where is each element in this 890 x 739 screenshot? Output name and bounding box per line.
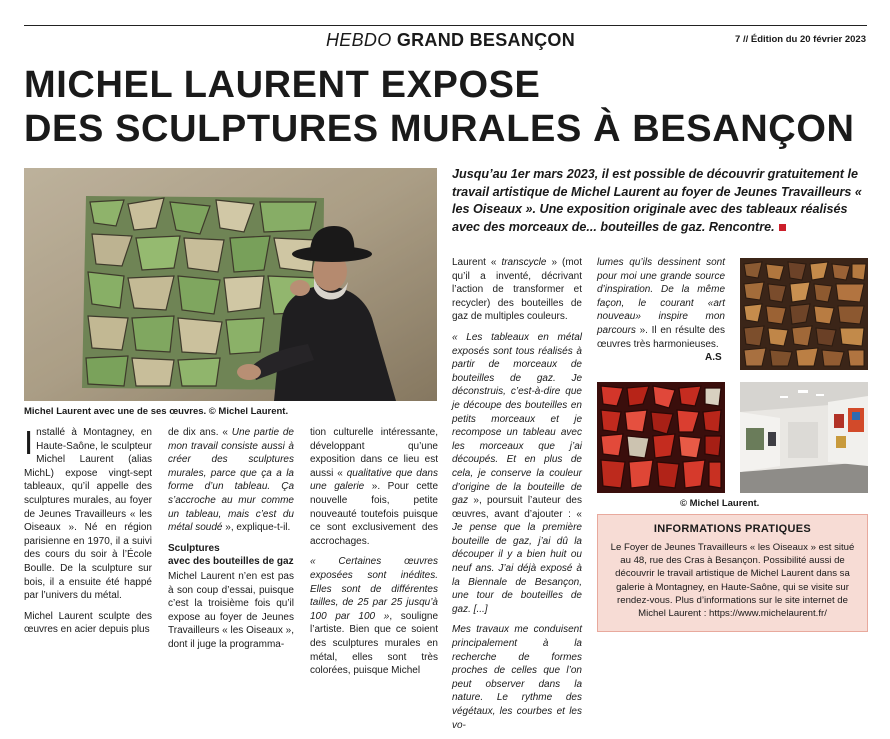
masthead-prefix: HEBDO <box>326 30 392 50</box>
headline-line-2: DES SCULPTURES MURALES À BESANÇON <box>24 108 855 150</box>
column-2-paragraph-1 <box>168 426 294 535</box>
subheading-line-2: avec des bouteilles de gaz <box>168 556 294 568</box>
column-3-text-end: ». Pour cette nouvelle fois, petite nouveauté toutefois puisque ce sont exclusivement des accrochages. <box>310 481 439 547</box>
right-photos-caption: © Michel Laurent. <box>680 498 760 509</box>
subheading-line-1: Sculptures <box>168 542 220 554</box>
column-5-quote: lumes qu’ils dessinent sont pour moi une grande source d’inspiration. De la même façon, le courant «art nouveau» inspire mon parcours <box>597 257 725 336</box>
column-4-paragraph-3 <box>452 623 582 732</box>
column-4-quote-3: Je pense que la première bouteille de gaz, j’ai dû la découper il y a bien huit ou neuf ans. J’ai déjà exposé à la Biennale de Besançon, une tour de bouteilles de gaz. [...] <box>452 522 582 615</box>
column-4-text-end: » (mot qu’il a inventé, décrivant l’action de transformer et recycler) des bouteilles de gaz de multiples couleurs. <box>452 257 582 323</box>
column-1-paragraph-2: Michel Laurent sculpte des œuvres en acier depuis plus <box>24 610 152 636</box>
info-box <box>597 514 868 632</box>
article-column-2 <box>168 426 294 659</box>
column-4-text-mid: », poursuit l’auteur des œuvres, avant d’ajouter : « <box>452 495 582 520</box>
info-box-text: Le Foyer de Jeunes Travailleurs « les Oiseaux » est situé au 48, rue des Cras à Besançon. Possibilité aussi de découvrir le travail artistique de Michel Laurent dans sa galerie à Montagney, en Haute-Saône, qui se visite sur rendez-vous. Plus d’informations sur le site internet de Michel Laurent : https://www.michelaurent.fr/ <box>610 542 855 620</box>
main-photo-illustration <box>24 168 437 401</box>
column-4-paragraph-2 <box>452 331 582 616</box>
end-mark-icon <box>779 224 786 231</box>
standfirst-text: Jusqu’au 1er mars 2023, il est possible de découvrir gratuitement le travail artistique de Michel Laurent au foyer de Jeunes Travailleurs « les Oiseaux ». Une exposition originale avec des tableaux réalisés avec des morceaux de... bouteilles de gaz. Rencontre. <box>452 167 862 234</box>
column-3-text-start: tion culturelle intéressante, développant qu’une exposition dans ce lieu est aussi « <box>310 427 438 479</box>
column-3-paragraph-1 <box>310 426 438 548</box>
headline <box>24 63 874 151</box>
column-2-text-end: », explique-t-il. <box>222 522 291 534</box>
column-2-text-start: de dix ans. « <box>168 427 232 438</box>
column-4-paragraph-1 <box>452 256 582 324</box>
column-2-paragraph-2: Michel Laurent n’en est pas à son coup d’essai, puisque c’est la troisième fois qu’il expose au foyer de Jeunes Travailleurs « les Oiseaux », dont il juge la programma- <box>168 570 294 650</box>
column-1-paragraph-1-text: nstallé à Montagney, en Haute-Saône, le sculpteur Michel Laurent (alias MichL) expose vingt-sept tableaux, qu’il appelle des sculptures murales, au foyer de Jeunes Travailleurs « les Oiseaux ». Né en région parisienne en 1970, il a suivi des cours du soir à l’École Boulle. De la sculpture sur bois, il a ensuite été happé par l’univers du métal. <box>24 427 152 602</box>
main-photo-caption: Michel Laurent avec une de ses œuvres. © Michel Laurent. <box>24 406 289 417</box>
main-photo <box>24 168 437 401</box>
artwork-mosaic-brown <box>740 258 868 370</box>
article-column-1 <box>24 426 152 644</box>
column-3-text-end-2: , souligne l’artiste. Bien que ce soient des sculptures murales en métal, elles sont très colorées, puisque Michel <box>310 610 439 677</box>
info-box-title: INFORMATIONS PRATIQUES <box>653 523 812 535</box>
artwork-photo-red <box>597 382 725 493</box>
article-column-4 <box>452 256 582 739</box>
headline-line-1: MICHEL LAURENT EXPOSE <box>24 64 541 106</box>
subheading <box>168 542 294 569</box>
artwork-mosaic-red <box>597 382 725 493</box>
author-signature: A.S <box>705 352 722 363</box>
column-3-quote: qualitative que dans une galerie <box>310 467 438 493</box>
column-4-quote-4: Mes travaux me conduisent principalement à la recherche de formes proches de celles que l’on peut observer dans la nature. Le rythme des végétaux, les courbes et les vo- <box>452 624 582 731</box>
masthead <box>326 30 575 51</box>
column-2-quote: Une partie de mon travail consiste aussi à créer des sculptures murales, parce que ça a la forme d’un tableau. Ça s’accroche au mur comme un tableau, mais c’est du métal soudé <box>168 427 294 534</box>
masthead-name: GRAND BESANÇON <box>396 30 576 50</box>
column-5-paragraph-1 <box>597 256 725 351</box>
page-info: 7 // Édition du 20 février 2023 <box>735 34 866 45</box>
drop-cap: I <box>24 424 34 461</box>
gallery-photo <box>740 382 868 493</box>
gallery-interior <box>740 382 868 493</box>
standfirst <box>452 166 864 236</box>
column-5-text-end: ». Il en résulte des œuvres très harmonieuses. <box>597 324 725 350</box>
column-1-paragraph-1 <box>24 426 152 603</box>
column-4-quote-2: « Les tableaux en métal exposés sont tous réalisés à partir de morceaux de bouteilles de gaz. Je déconstruis, c’est-à-dire que je découpe des bouteilles en petits morceaux et je recompose un tableau avec les morceaux que j’ai découpés. Et en plus de cela, je conserve la couleur d’origine de la bouteille de gaz <box>452 331 582 507</box>
column-3-quote-2: « Certaines œuvres exposées sont inédites. Elles sont de différentes tailles, de 25 par 25 jusqu’à 100 par 100 » <box>310 556 438 622</box>
top-rule <box>24 25 867 26</box>
column-4-text-start: Laurent « <box>452 257 502 268</box>
artwork-photo-top-right <box>740 258 868 370</box>
article-column-5 <box>597 256 725 358</box>
column-4-quote: transcycle <box>501 257 547 268</box>
article-column-3 <box>310 426 438 685</box>
column-3-paragraph-2 <box>310 555 438 677</box>
